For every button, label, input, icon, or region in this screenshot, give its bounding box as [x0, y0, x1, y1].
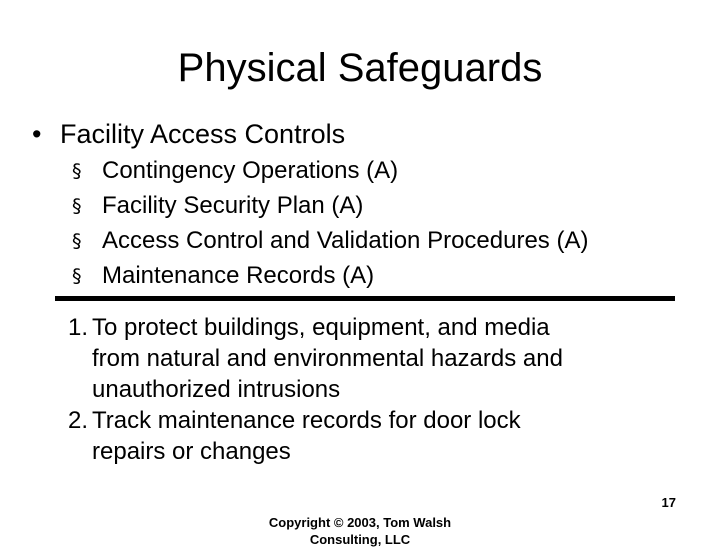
numbered-item — [68, 312, 563, 405]
section-sign-bullet-icon: § — [72, 230, 82, 252]
page-number: 17 — [661, 495, 676, 510]
section-sign-bullet-icon: § — [72, 265, 82, 287]
item-text-line: from natural and environmental hazards and — [92, 345, 563, 372]
item-text-line: repairs or changes — [92, 438, 291, 465]
item-text-line: To protect buildings, equipment, and media — [92, 314, 550, 341]
copyright-footer — [0, 514, 720, 548]
numbered-item — [68, 405, 563, 467]
sub-bullet-text: Contingency Operations (A) — [102, 157, 399, 184]
section-sign-bullet-icon: § — [72, 160, 82, 182]
sub-bullet-text: Maintenance Records (A) — [102, 262, 375, 289]
main-bullet-text: Facility Access Controls — [60, 119, 346, 149]
item-number: 1. — [68, 314, 89, 341]
sub-bullet-text: Access Control and Validation Procedures (A) — [102, 227, 589, 254]
bullet-dot-icon: • — [32, 119, 42, 149]
item-text-line: unauthorized intrusions — [92, 376, 341, 403]
horizontal-divider — [55, 296, 675, 301]
section-sign-bullet-icon: § — [72, 195, 82, 217]
copyright-line: Consulting, LLC — [309, 532, 411, 547]
copyright-line: Copyright © 2003, Tom Walsh — [268, 515, 452, 530]
item-number: 2. — [68, 407, 89, 434]
slide-title: Physical Safeguards — [177, 46, 543, 90]
item-text-line: Track maintenance records for door lock — [92, 407, 521, 434]
sub-bullet-text: Facility Security Plan (A) — [102, 192, 364, 219]
numbered-list — [68, 312, 563, 467]
